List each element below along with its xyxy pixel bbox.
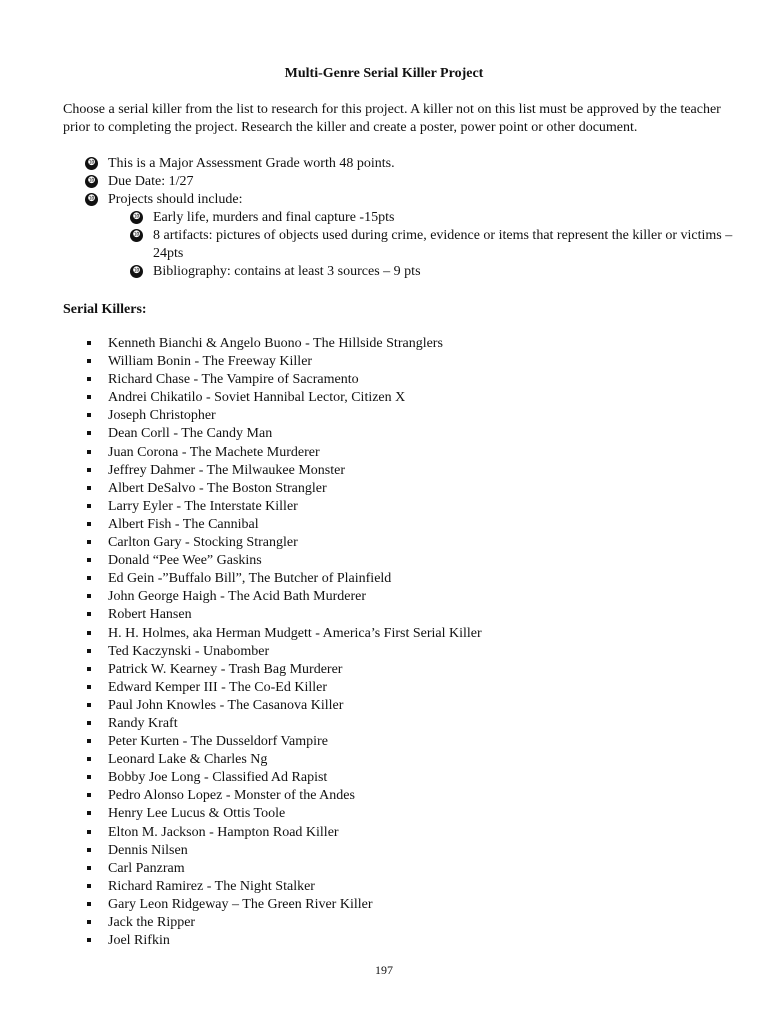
list-item	[63, 498, 723, 516]
list-item	[63, 878, 723, 896]
requirement-sub-item: ❿ Early life, murders and final capture -15pts	[108, 209, 743, 227]
killer-name: H. H. Holmes, aka Herman Mudgett - America’s First Serial Killer	[108, 625, 482, 641]
killer-name: Ed Gein -”Buffalo Bill”, The Butcher of Plainfield	[108, 571, 392, 587]
square-bullet-icon	[87, 341, 91, 345]
square-bullet-icon	[87, 359, 91, 363]
killer-name: Paul John Knowles - The Casanova Killer	[108, 697, 344, 713]
list-item	[63, 697, 723, 715]
killer-name: Albert DeSalvo - The Boston Strangler	[108, 480, 327, 496]
square-bullet-icon	[87, 413, 91, 417]
list-item	[63, 462, 723, 480]
list-item	[63, 570, 723, 588]
list-item	[63, 407, 723, 425]
square-bullet-icon	[87, 884, 91, 888]
requirement-item: ❿ Projects should include: ❿ Early life, murders and final capture -15pts ❿ 8 artifacts: pictures of objects used during crime, evidence or items that represent the killer or victims – 24pts ❿ Bibliography: contains at least 3 sources – 9 pts	[63, 191, 743, 281]
requirement-sub-item: ❿ Bibliography: contains at least 3 sources – 9 pts	[108, 263, 743, 281]
list-item	[63, 860, 723, 878]
square-bullet-icon	[87, 667, 91, 671]
requirement-sub-list	[108, 209, 743, 281]
killer-name: Gary Leon Ridgeway – The Green River Killer	[108, 896, 373, 912]
square-bullet-icon	[87, 739, 91, 743]
killer-name: Dean Corll - The Candy Man	[108, 426, 273, 442]
killer-name: Joel Rifkin	[108, 933, 170, 949]
square-bullet-icon	[87, 612, 91, 616]
list-item	[63, 534, 723, 552]
square-bullet-icon	[87, 540, 91, 544]
square-bullet-icon	[87, 848, 91, 852]
requirement-item: ❿ Due Date: 1/27	[63, 173, 743, 191]
killer-name: Dennis Nilsen	[108, 842, 188, 858]
square-bullet-icon	[87, 450, 91, 454]
killer-name: Carl Panzram	[108, 860, 185, 876]
killer-list	[63, 335, 723, 950]
list-item	[63, 353, 723, 371]
list-item	[63, 552, 723, 570]
killer-name: Leonard Lake & Charles Ng	[108, 752, 268, 768]
square-bullet-icon	[87, 757, 91, 761]
list-item	[63, 588, 723, 606]
list-item	[63, 733, 723, 751]
killer-name: Jack the Ripper	[108, 915, 196, 930]
square-bullet-icon	[87, 685, 91, 689]
square-bullet-icon	[87, 775, 91, 779]
list-item	[63, 389, 723, 407]
killer-name: Peter Kurten - The Dusseldorf Vampire	[108, 734, 328, 750]
square-bullet-icon	[87, 431, 91, 435]
killer-name: Bobby Joe Long - Classified Ad Rapist	[108, 770, 328, 786]
list-item	[63, 643, 723, 661]
list-item	[63, 625, 723, 643]
killer-name: Randy Kraft	[108, 715, 178, 731]
killer-name: Elton M. Jackson - Hampton Road Killer	[108, 824, 339, 840]
square-bullet-icon	[87, 721, 91, 725]
square-bullet-icon	[87, 558, 91, 562]
list-item	[63, 914, 723, 932]
list-item	[63, 444, 723, 462]
killer-name: William Bonin - The Freeway Killer	[108, 354, 313, 370]
list-item	[63, 787, 723, 805]
killer-name: Kenneth Bianchi & Angelo Buono - The Hillside Stranglers	[108, 336, 443, 351]
killer-name: Donald “Pee Wee” Gaskins	[108, 553, 262, 569]
square-bullet-icon	[87, 576, 91, 580]
square-bullet-icon	[87, 902, 91, 906]
killer-name: Edward Kemper III - The Co-Ed Killer	[108, 679, 327, 695]
requirement-sub-item: ❿ 8 artifacts: pictures of objects used during crime, evidence or items that represent the killer or victims – 24pts	[108, 227, 743, 263]
killer-name: Henry Lee Lucus & Ottis Toole	[108, 806, 286, 822]
killer-name: Richard Ramirez - The Night Stalker	[108, 878, 315, 894]
square-bullet-icon	[87, 866, 91, 870]
killer-name: Carlton Gary - Stocking Strangler	[108, 535, 298, 551]
list-item	[63, 516, 723, 534]
killer-name: Larry Eyler - The Interstate Killer	[108, 498, 298, 514]
list-item	[63, 932, 723, 950]
numbered-bullet-icon: ❿	[130, 265, 143, 278]
list-item	[63, 805, 723, 823]
killer-name: Patrick W. Kearney - Trash Bag Murderer	[108, 661, 343, 677]
killer-name: Ted Kaczynski - Unabomber	[108, 643, 270, 659]
killer-name: Pedro Alonso Lopez - Monster of the Andes	[108, 788, 355, 804]
document-title: Multi-Genre Serial Killer Project	[284, 66, 484, 81]
numbered-bullet-icon: ❿	[85, 193, 98, 206]
square-bullet-icon	[87, 468, 91, 472]
square-bullet-icon	[87, 920, 91, 924]
list-item	[63, 679, 723, 697]
killer-name: Richard Chase - The Vampire of Sacramento	[108, 372, 359, 388]
list-item	[63, 751, 723, 769]
square-bullet-icon	[87, 811, 91, 815]
square-bullet-icon	[87, 830, 91, 834]
requirement-item: ❿ This is a Major Assessment Grade worth 48 points.	[63, 155, 743, 173]
numbered-bullet-icon: ❿	[85, 157, 98, 170]
killer-name: Juan Corona - The Machete Murderer	[108, 444, 320, 460]
list-item	[63, 842, 723, 860]
list-item	[63, 769, 723, 787]
square-bullet-icon	[87, 395, 91, 399]
killer-name: Andrei Chikatilo - Soviet Hannibal Lector, Citizen X	[108, 390, 406, 406]
square-bullet-icon	[87, 594, 91, 598]
list-item	[63, 715, 723, 733]
requirements-list	[63, 155, 743, 281]
numbered-bullet-icon: ❿	[130, 211, 143, 224]
list-item	[63, 661, 723, 679]
square-bullet-icon	[87, 938, 91, 942]
list-item	[63, 480, 723, 498]
square-bullet-icon	[87, 703, 91, 707]
square-bullet-icon	[87, 377, 91, 381]
square-bullet-icon	[87, 504, 91, 508]
list-item	[63, 425, 723, 443]
intro-paragraph: Choose a serial killer from the list to research for this project. A killer not on this list must be approved by the teacher prior to completing the project. Research the killer and create a poster, power point or other document.	[63, 102, 721, 135]
square-bullet-icon	[87, 486, 91, 490]
list-item	[63, 371, 723, 389]
killer-name: John George Haigh - The Acid Bath Murderer	[108, 589, 367, 605]
list-heading: Serial Killers:	[63, 302, 147, 317]
list-item	[63, 606, 723, 624]
numbered-bullet-icon: ❿	[85, 175, 98, 188]
list-item	[63, 896, 723, 914]
square-bullet-icon	[87, 649, 91, 653]
list-item	[63, 824, 723, 842]
square-bullet-icon	[87, 522, 91, 526]
killer-name: Robert Hansen	[108, 607, 192, 623]
killer-name: Joseph Christopher	[108, 408, 216, 424]
page-number: 197	[375, 963, 393, 977]
killer-name: Albert Fish - The Cannibal	[108, 516, 259, 532]
numbered-bullet-icon: ❿	[130, 229, 143, 242]
killer-name: Jeffrey Dahmer - The Milwaukee Monster	[108, 462, 346, 478]
square-bullet-icon	[87, 793, 91, 797]
list-item	[63, 335, 723, 353]
square-bullet-icon	[87, 631, 91, 635]
